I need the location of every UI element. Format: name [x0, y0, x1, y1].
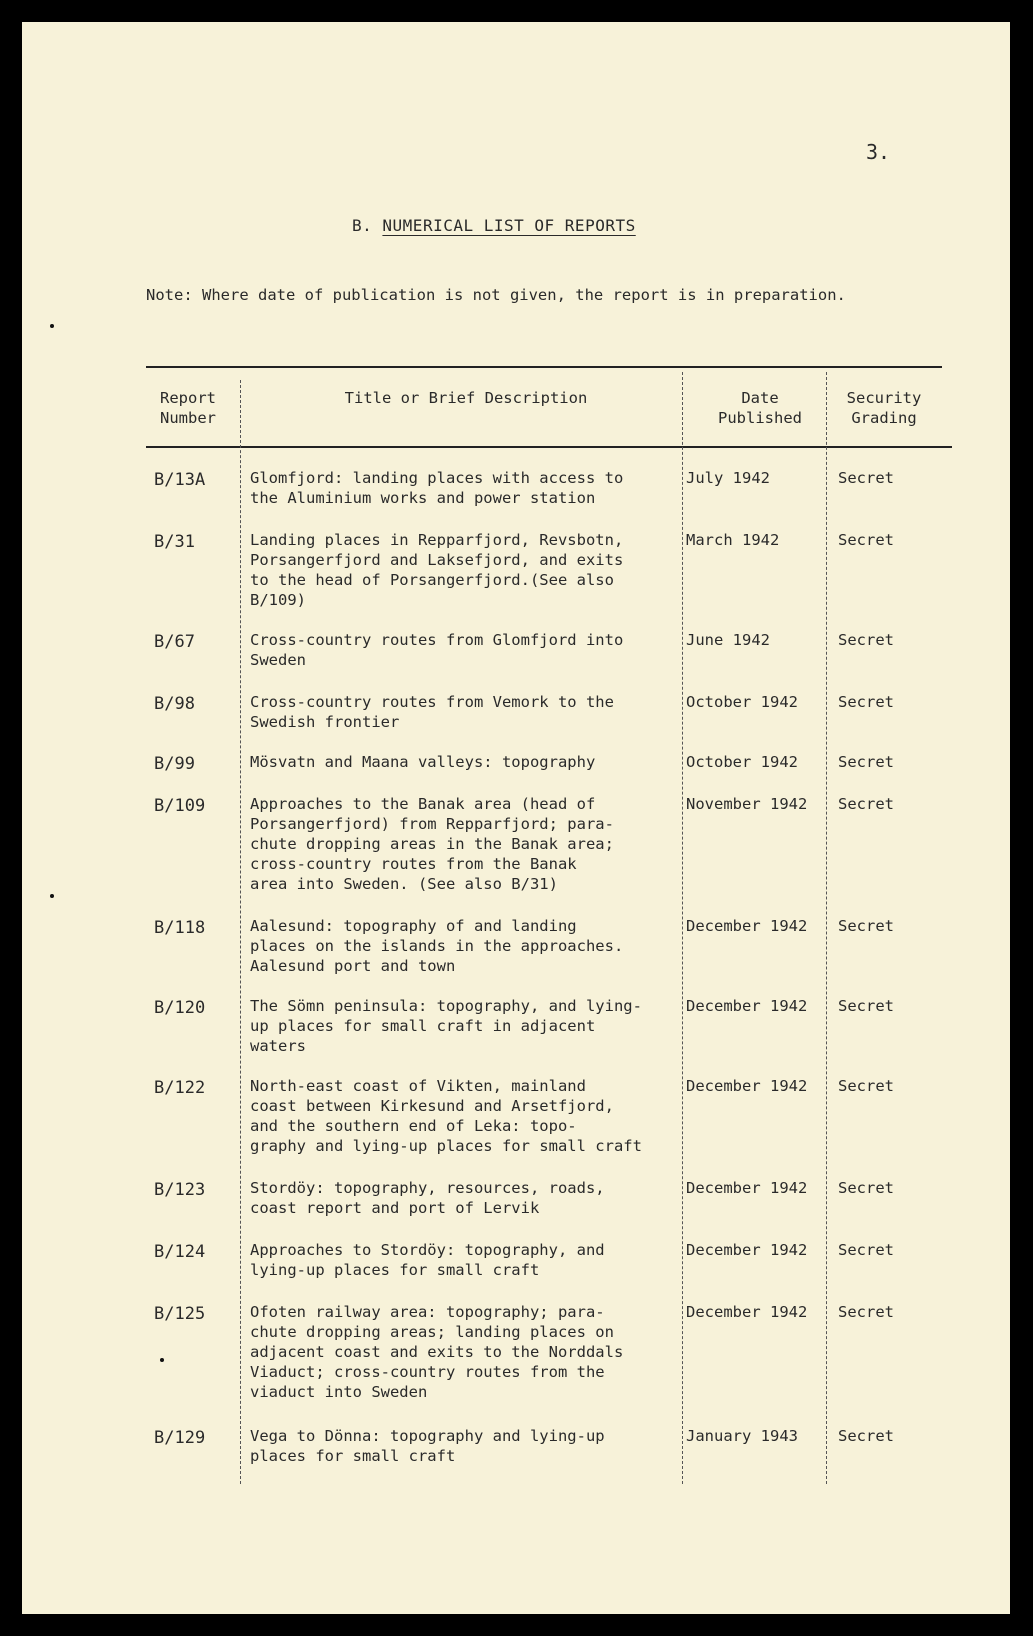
header-grading [834, 388, 934, 428]
row-title-line: Sweden [250, 651, 306, 669]
row-number: B/123 [154, 1180, 206, 1200]
row-grading: Secret [838, 1241, 894, 1259]
margin-mark [50, 324, 54, 328]
row-date: October 1942 [686, 693, 798, 711]
header-report-number-line-1: Report [160, 389, 216, 407]
row-date: December 1942 [686, 997, 808, 1015]
row-date: December 1942 [686, 1077, 808, 1095]
row-title-line: Mösvatn and Maana valleys: topography [250, 753, 596, 771]
row-grading: Secret [838, 1303, 894, 1321]
section-heading [352, 216, 636, 235]
row-grading: Secret [838, 753, 894, 771]
row-date: October 1942 [686, 753, 798, 771]
row-number: B/124 [154, 1242, 206, 1262]
row-title-line: Glomfjord: landing places with access to [250, 469, 624, 487]
row-title [250, 1426, 682, 1466]
column-divider-3 [826, 372, 828, 1484]
row-title [250, 1302, 682, 1402]
row-grading: Secret [838, 531, 894, 549]
row-title-line: B/109) [250, 591, 306, 609]
header-report-number-line-2: Number [160, 409, 216, 427]
row-title-line: North-east coast of Vikten, mainland [250, 1077, 586, 1095]
row-title [250, 794, 682, 894]
header-date-line-1: Date [741, 389, 779, 407]
header-grading-line-1: Security [846, 389, 922, 407]
row-title-line: Cross-country routes from Glomfjord into [250, 631, 624, 649]
row-title [250, 996, 682, 1056]
row-number: B/99 [154, 754, 195, 774]
table-header-rule [146, 446, 952, 448]
row-number: B/125 [154, 1304, 206, 1324]
row-title-line: places for small craft [250, 1447, 456, 1465]
row-date: December 1942 [686, 917, 808, 935]
row-date: December 1942 [686, 1241, 808, 1259]
row-title-line: lying-up places for small craft [250, 1261, 540, 1279]
row-title-line: Viaduct; cross-country routes from the [250, 1363, 605, 1381]
section-heading-title: NUMERICAL LIST OF REPORTS [382, 216, 636, 235]
row-title-line: Swedish frontier [250, 713, 400, 731]
header-grading-line-2: Grading [851, 409, 917, 427]
row-grading: Secret [838, 917, 894, 935]
header-report-number [142, 388, 234, 428]
row-title-line: and the southern end of Leka: topo- [250, 1117, 577, 1135]
row-date: November 1942 [686, 795, 808, 813]
row-number: B/13A [154, 470, 206, 490]
row-title-line: Ofoten railway area: topography; para- [250, 1303, 605, 1321]
row-number: B/118 [154, 918, 206, 938]
margin-mark [50, 894, 54, 898]
row-title-line: waters [250, 1037, 306, 1055]
row-title-line: places on the islands in the approaches. [250, 937, 624, 955]
row-title-line: coast report and port of Lervik [250, 1199, 540, 1217]
row-title [250, 468, 682, 508]
row-title-line: coast between Kirkesund and Arsetfjord, [250, 1097, 614, 1115]
row-grading: Secret [838, 1077, 894, 1095]
page-number: 3. [866, 140, 891, 164]
row-number: B/98 [154, 694, 195, 714]
row-number: B/120 [154, 998, 206, 1018]
header-title-line-1: Title or Brief Description [344, 389, 588, 407]
margin-mark [160, 1358, 164, 1362]
row-number: B/67 [154, 632, 195, 652]
row-title-line: chute dropping areas in the Banak area; [250, 835, 614, 853]
row-title-line: to the head of Porsangerfjord.(See also [250, 571, 614, 589]
row-date: June 1942 [686, 631, 770, 649]
header-date-line-2: Published [718, 409, 802, 427]
row-title [250, 692, 682, 732]
row-title-line: Approaches to the Banak area (head of [250, 795, 596, 813]
row-date: January 1943 [686, 1427, 798, 1445]
row-title-line: Landing places in Repparfjord, Revsbotn, [250, 531, 624, 549]
row-date: March 1942 [686, 531, 780, 549]
row-number: B/122 [154, 1078, 206, 1098]
row-title-line: viaduct into Sweden [250, 1383, 428, 1401]
row-grading: Secret [838, 1427, 894, 1445]
row-title-line: Aalesund port and town [250, 957, 456, 975]
row-date: December 1942 [686, 1179, 808, 1197]
row-title-line: adjacent coast and exits to the Norddals [250, 1343, 624, 1361]
row-title [250, 752, 682, 772]
row-title [250, 630, 682, 670]
row-grading: Secret [838, 997, 894, 1015]
row-title [250, 1076, 682, 1156]
row-title-line: Approaches to Stordöy: topography, and [250, 1241, 605, 1259]
column-divider-1 [240, 380, 242, 1484]
row-title-line: Porsangerfjord) from Repparfjord; para- [250, 815, 614, 833]
note-text: Note: Where date of publication is not given, the report is in preparation. [146, 286, 846, 304]
row-title-line: the Aluminium works and power station [250, 489, 596, 507]
row-grading: Secret [838, 631, 894, 649]
section-heading-prefix: B. [352, 216, 373, 235]
row-grading: Secret [838, 469, 894, 487]
header-title [250, 388, 682, 408]
row-title-line: Aalesund: topography of and landing [250, 917, 577, 935]
header-date [690, 388, 830, 428]
row-grading: Secret [838, 795, 894, 813]
row-number: B/109 [154, 796, 206, 816]
row-title [250, 530, 682, 610]
row-title-line: up places for small craft in adjacent [250, 1017, 596, 1035]
row-title-line: Porsangerfjord and Laksefjord, and exits [250, 551, 624, 569]
row-grading: Secret [838, 1179, 894, 1197]
row-title-line: area into Sweden. (See also B/31) [250, 875, 558, 893]
row-title-line: Vega to Dönna: topography and lying-up [250, 1427, 605, 1445]
row-date: December 1942 [686, 1303, 808, 1321]
row-title-line: chute dropping areas; landing places on [250, 1323, 614, 1341]
row-title [250, 916, 682, 976]
row-title-line: The Sömn peninsula: topography, and lying- [250, 997, 642, 1015]
row-number: B/129 [154, 1428, 206, 1448]
row-title [250, 1178, 682, 1218]
row-title-line: Cross-country routes from Vemork to the [250, 693, 614, 711]
row-title-line: Stordöy: topography, resources, roads, [250, 1179, 605, 1197]
table-top-rule [146, 366, 942, 368]
row-title-line: graphy and lying-up places for small craft [250, 1137, 642, 1155]
row-title-line: cross-country routes from the Banak [250, 855, 577, 873]
column-divider-2 [682, 372, 684, 1484]
row-number: B/31 [154, 532, 195, 552]
row-grading: Secret [838, 693, 894, 711]
row-date: July 1942 [686, 469, 770, 487]
row-title [250, 1240, 682, 1280]
